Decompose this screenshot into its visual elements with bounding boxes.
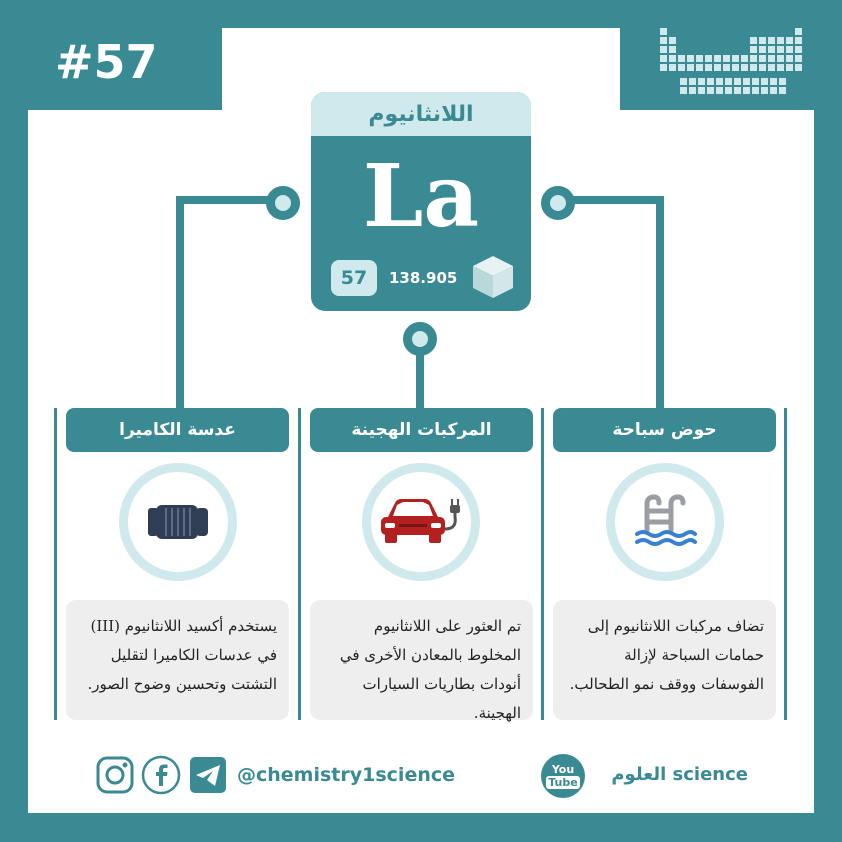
column-title-pool: حوض سباحة	[553, 408, 776, 452]
column-text-hybrid: تم العثور على اللانثانيوم المخلوط بالمعادن الأخرى في أنودات بطاريات السيارات الهجينة.	[310, 600, 533, 720]
telegram-icon[interactable]	[188, 755, 228, 795]
element-symbol: La	[362, 146, 480, 247]
youtube-you: You	[551, 763, 575, 776]
periodic-table-logo	[660, 28, 806, 96]
electric-car-icon	[379, 497, 463, 547]
column-text-pool: تضاف مركبات اللانثانيوم إلى حمامات السباحة لإزالة الفوسفات ووقف نمو الطحالب.	[553, 600, 776, 720]
icon-ring-pool	[606, 463, 724, 581]
atomic-number-badge: 57	[331, 260, 377, 296]
column-text-camera: يستخدم أكسيد اللانثانيوم (III) في عدسات الكاميرا لتقليل التشتت وتحسين وضوح الصور.	[66, 600, 289, 720]
column-title-hybrid: المركبات الهجينة	[310, 408, 533, 452]
column-divider	[54, 408, 57, 720]
swimming-pool-icon	[633, 494, 697, 550]
youtube-tube: Tube	[548, 776, 578, 789]
connector-dot-left	[266, 186, 300, 220]
connector-dot-right	[541, 186, 575, 220]
instagram-icon[interactable]	[95, 755, 135, 795]
atomic-mass: 138.905	[389, 269, 458, 287]
element-name: اللانثانيوم	[368, 101, 474, 127]
connector-dot-center	[403, 322, 437, 356]
connector-left-horizontal	[176, 196, 274, 204]
element-tile	[311, 92, 531, 311]
channel-name[interactable]: science العلوم	[611, 764, 748, 785]
column-divider	[298, 408, 301, 720]
camera-lens-icon	[146, 502, 210, 542]
solid-cube-icon	[471, 254, 515, 300]
facebook-icon[interactable]	[141, 755, 181, 795]
connector-right-horizontal	[566, 196, 664, 204]
connector-center-vertical	[416, 350, 424, 410]
connector-left-vertical	[176, 196, 184, 410]
column-title-camera: عدسة الكاميرا	[66, 408, 289, 452]
column-divider	[784, 408, 787, 720]
column-divider	[541, 408, 544, 720]
youtube-icon[interactable]	[541, 754, 585, 798]
social-handle[interactable]: @chemistry1science	[237, 764, 455, 786]
element-name-band	[311, 92, 531, 136]
connector-right-vertical	[656, 196, 664, 410]
icon-ring-camera	[119, 463, 237, 581]
icon-ring-hybrid	[362, 463, 480, 581]
infographic-number: #57	[55, 35, 158, 89]
